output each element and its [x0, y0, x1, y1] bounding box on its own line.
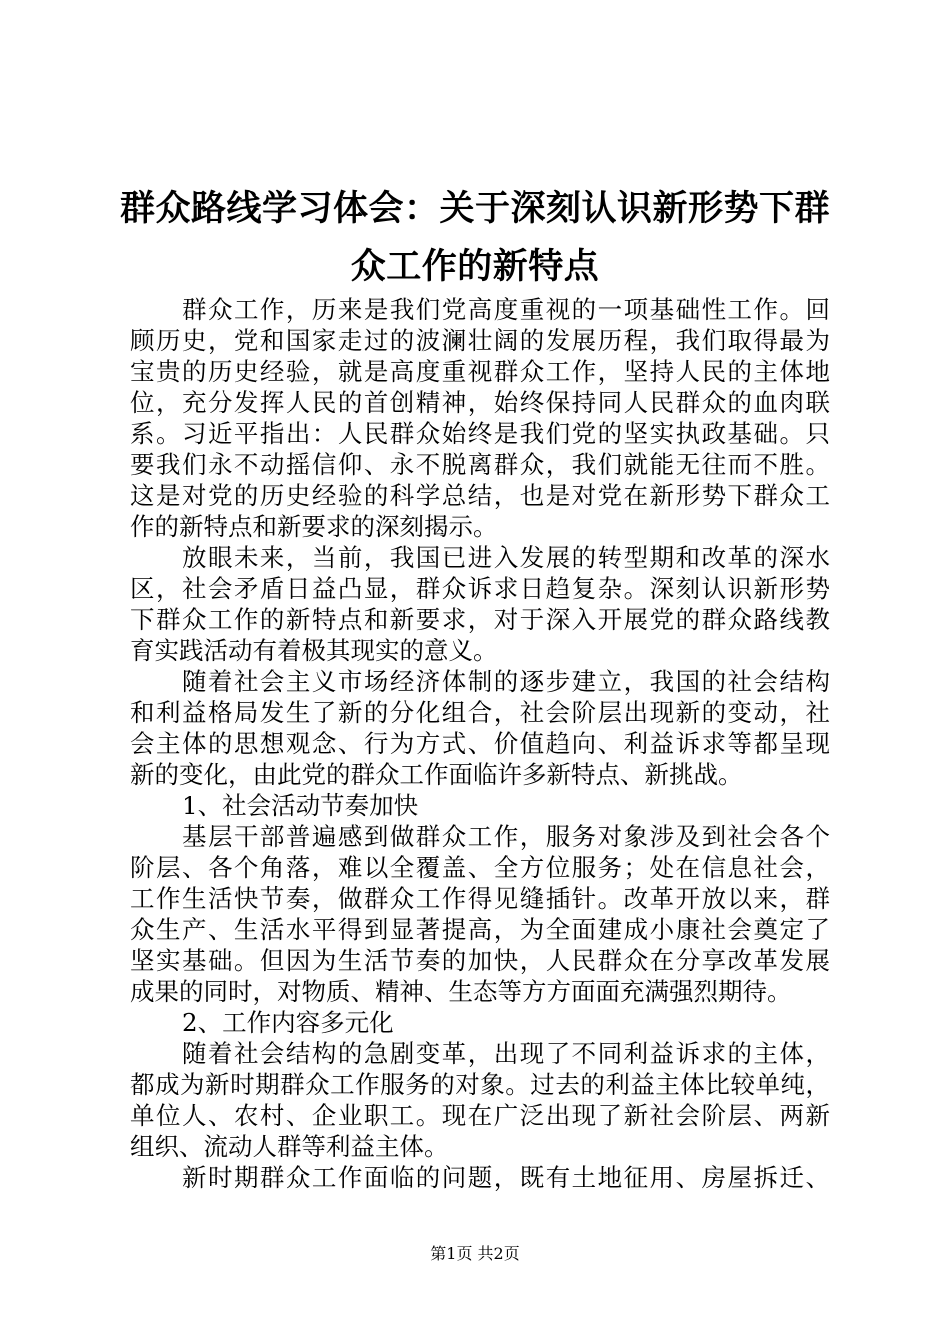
body-line: 要我们永不动摇信仰、永不脱离群众，我们就能无往而不胜。 [130, 450, 830, 479]
body-line: 工作生活快节奏，做群众工作得见缝插针。改革开放以来，群 [130, 884, 830, 913]
body-line: 宝贵的历史经验，就是高度重视群众工作，坚持人民的主体地 [130, 357, 830, 386]
body-line: 阶层、各个角落，难以全覆盖、全方位服务；处在信息社会， [130, 853, 830, 882]
body-line: 成果的同时，对物质、精神、生态等方方面面充满强烈期待。 [130, 977, 792, 1006]
document-title [120, 180, 830, 296]
body-line: 基层干部普遍感到做群众工作，服务对象涉及到社会各个 [182, 822, 830, 851]
title-line: 众工作的新特点 [350, 246, 600, 287]
body-line: 随着社会结构的急剧变革，出现了不同利益诉求的主体， [182, 1039, 830, 1068]
body-line: 和利益格局发生了新的分化组合，社会阶层出现新的变动，社 [130, 698, 830, 727]
section-heading: 2、工作内容多元化 [182, 1008, 394, 1037]
body-line: 新的变化，由此党的群众工作面临许多新特点、新挑战。 [130, 760, 743, 789]
body-line: 随着社会主义市场经济体制的逐步建立，我国的社会结构 [182, 667, 830, 696]
body-line: 区，社会矛盾日益凸显，群众诉求日趋复杂。深刻认识新形势 [130, 574, 830, 603]
body-line: 育实践活动有着极其现实的意义。 [130, 636, 498, 665]
title-line: 群众路线学习体会：关于深刻认识新形势下群 [120, 188, 831, 229]
body-line: 放眼未来，当前，我国已进入发展的转型期和改革的深水 [182, 543, 830, 572]
body-line: 坚实基础。但因为生活节奏的加快，人民群众在分享改革发展 [130, 946, 830, 975]
body-line: 顾历史，党和国家走过的波澜壮阔的发展历程，我们取得最为 [130, 326, 830, 355]
body-line: 下群众工作的新特点和新要求，对于深入开展党的群众路线教 [130, 605, 830, 634]
document-body [130, 294, 830, 1193]
body-line: 系。习近平指出：人民群众始终是我们党的坚实执政基础。只 [130, 419, 830, 448]
body-line: 新时期群众工作面临的问题，既有土地征用、房屋拆迁、 [182, 1163, 830, 1192]
body-line: 这是对党的历史经验的科学总结，也是对党在新形势下群众工 [130, 481, 830, 510]
body-line: 单位人、农村、企业职工。现在广泛出现了新社会阶层、两新 [130, 1101, 830, 1130]
body-line: 群众工作，历来是我们党高度重视的一项基础性工作。回 [182, 295, 830, 324]
body-line: 位，充分发挥人民的首创精神，始终保持同人民群众的血肉联 [130, 388, 830, 417]
section-heading: 1、社会活动节奏加快 [182, 791, 419, 820]
body-line: 众生产、生活水平得到显著提高，为全面建成小康社会奠定了 [130, 915, 830, 944]
body-line: 都成为新时期群众工作服务的对象。过去的利益主体比较单纯， [130, 1070, 830, 1099]
body-line: 组织、流动人群等利益主体。 [130, 1132, 449, 1161]
body-line: 会主体的思想观念、行为方式、价值趋向、利益诉求等都呈现 [130, 729, 830, 758]
page-footer: 第1页 共2页 [430, 1244, 520, 1263]
body-line: 作的新特点和新要求的深刻揭示。 [130, 512, 498, 541]
